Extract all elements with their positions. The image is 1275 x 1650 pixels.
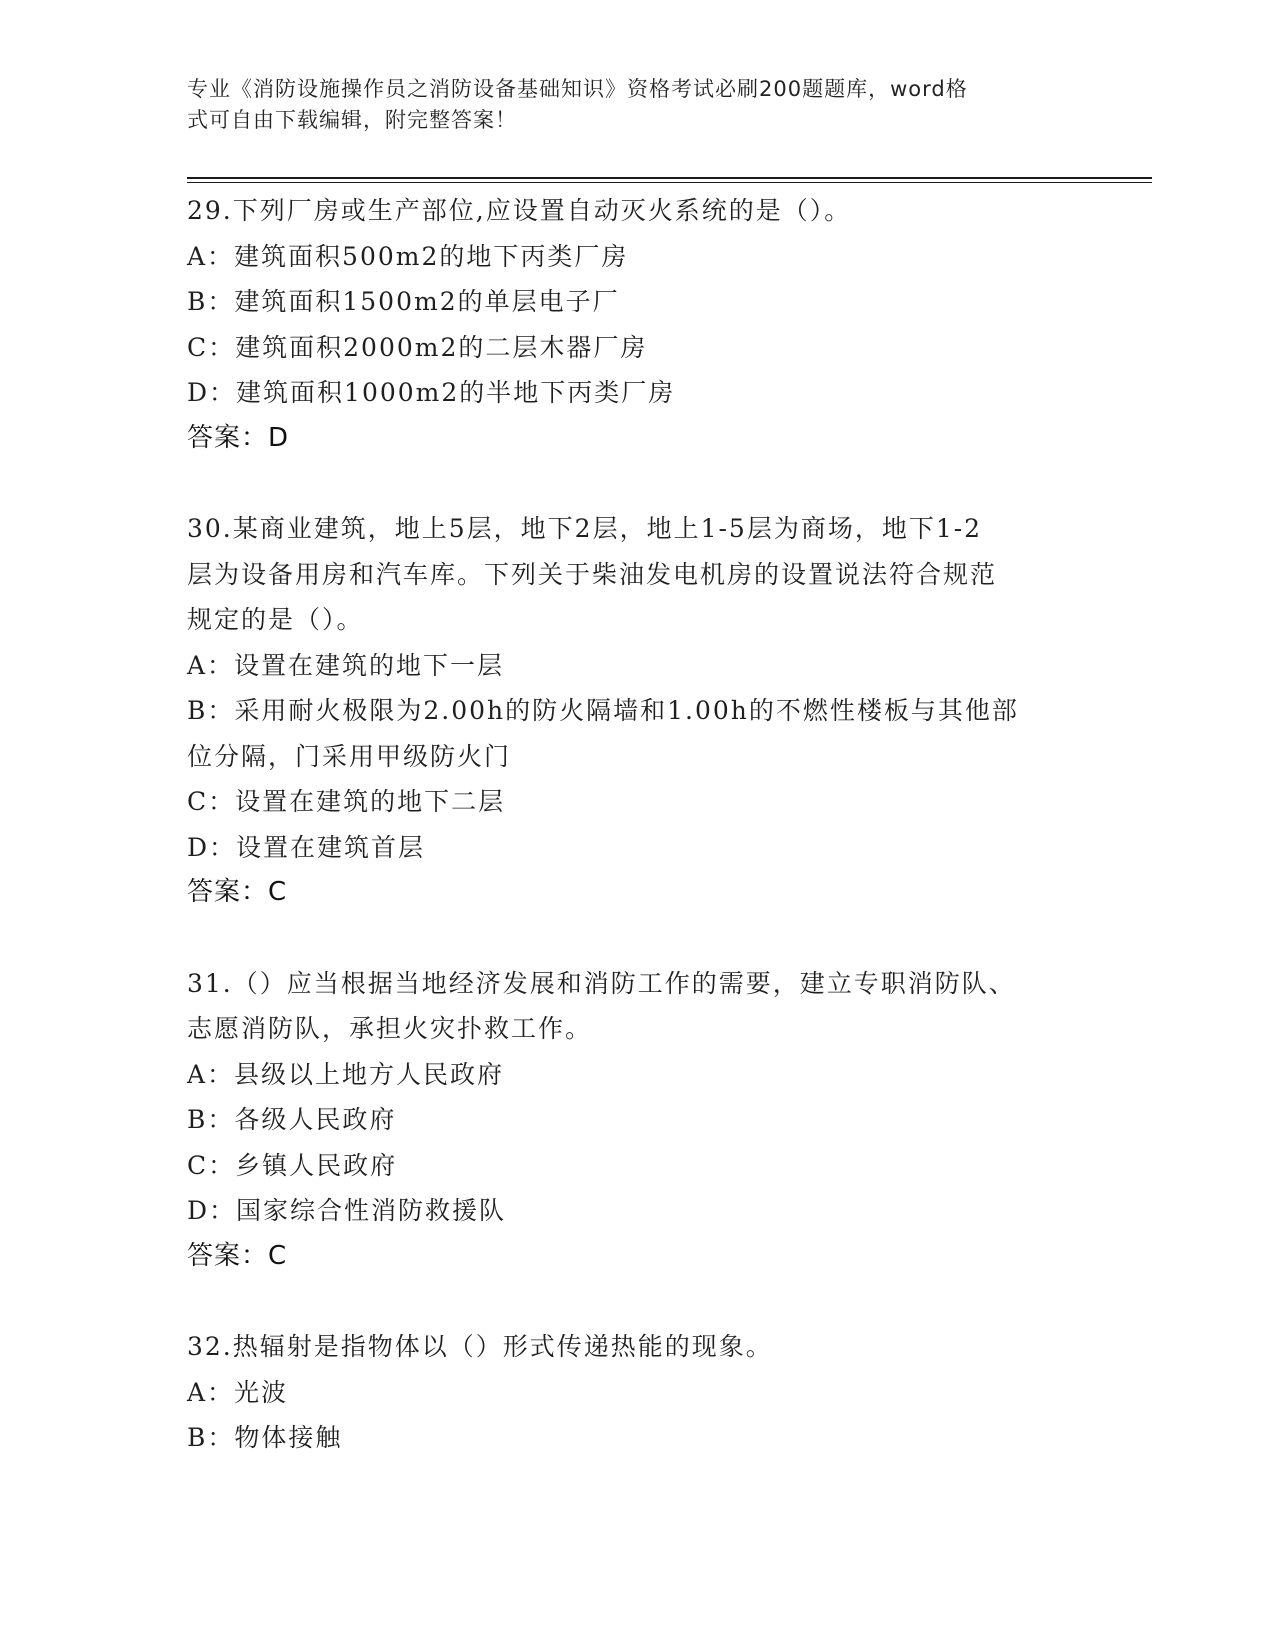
option-b: B：物体接触: [187, 1423, 343, 1452]
answer-label: 答案：C: [187, 1240, 288, 1271]
option-b-continued: 位分隔，门采用甲级防火门: [187, 741, 512, 771]
document-header: [187, 74, 1067, 136]
header-divider: [187, 177, 1152, 179]
header-divider-thin: [187, 182, 1152, 183]
option-c: C：乡镇人民政府: [187, 1150, 398, 1180]
question-stem: 31.（）应当根据当地经济发展和消防工作的需要，建立专职消防队、: [187, 968, 1016, 998]
question-list: [187, 188, 1087, 1461]
option-b: B：建筑面积1500m2的单层电子厂: [187, 287, 620, 316]
option-b: B：采用耐火极限为2.00h的防火隔墙和1.00h的不燃性楼板与其他部: [187, 696, 1019, 725]
question-stem: 32.热辐射是指物体以（）形式传递热能的现象。: [187, 1332, 773, 1361]
option-d: D：国家综合性消防救援队: [187, 1196, 507, 1225]
question-stem: 30.某商业建筑，地上5层，地下2层，地上1-5层为商场，地下1-2: [187, 514, 983, 543]
option-a: A：县级以上地方人民政府: [187, 1059, 505, 1089]
header-line: 专业《消防设施操作员之消防设备基础知识》资格考试必刷200题题库，word格: [187, 77, 968, 101]
option-a: A：光波: [187, 1377, 289, 1407]
question-stem: 规定的是（）。: [187, 605, 364, 634]
answer-label: 答案：C: [187, 877, 288, 907]
option-c: C：建筑面积2000m2的二层木器厂房: [187, 332, 648, 362]
question-item: [187, 188, 1087, 461]
option-d: D：设置在建筑首层: [187, 832, 426, 862]
question-item: [187, 1324, 1087, 1461]
option-b: B：各级人民政府: [187, 1105, 397, 1134]
question-stem: 29.下列厂房或生产部位,应设置自动灭火系统的是（）。: [187, 196, 852, 225]
option-c: C：设置在建筑的地下二层: [187, 787, 506, 816]
option-a: A：设置在建筑的地下一层: [187, 650, 505, 680]
header-line: 式可自由下载编辑，附完整答案！: [187, 108, 517, 132]
question-item: [187, 961, 1087, 1280]
question-stem: 层为设备用房和汽车库。下列关于柴油发电机房的设置说法符合规范: [187, 559, 998, 589]
answer-label: 答案：D: [187, 422, 290, 453]
option-a: A：建筑面积500m2的地下丙类厂房: [187, 241, 629, 271]
question-stem: 志愿消防队，承担火灾扑救工作。: [187, 1014, 593, 1043]
question-item: [187, 506, 1087, 916]
option-d: D：建筑面积1000m2的半地下丙类厂房: [187, 378, 676, 407]
